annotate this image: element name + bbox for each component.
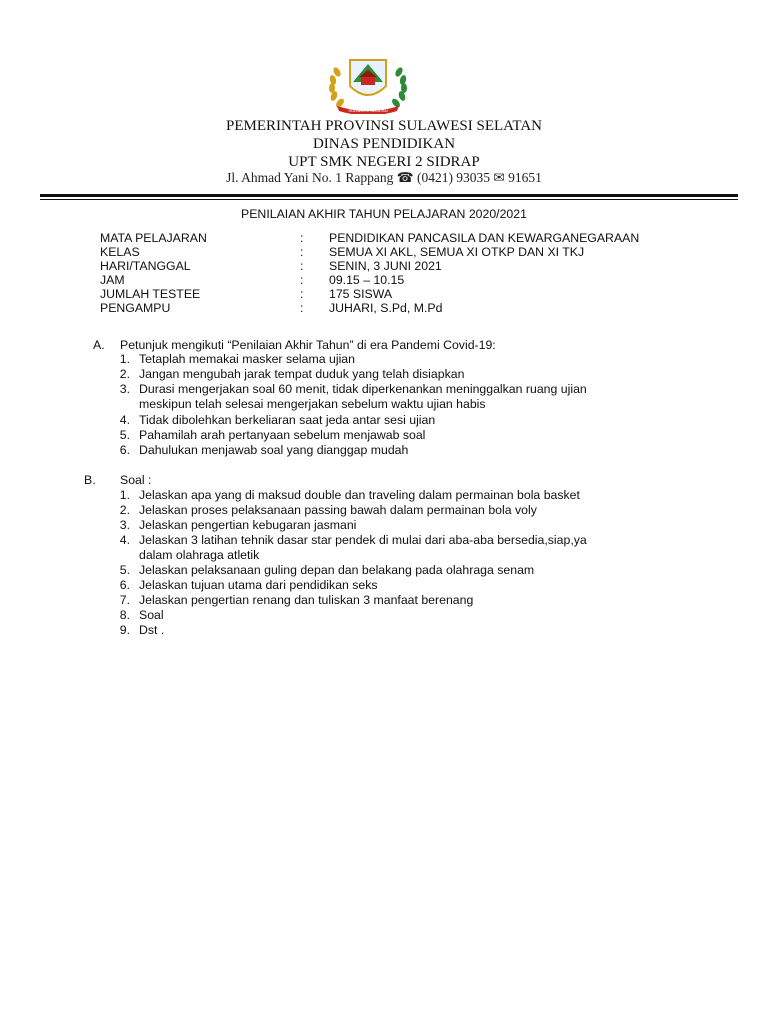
list-number: 3. xyxy=(119,382,130,396)
info-colon: : xyxy=(300,231,304,245)
question-item: Soal xyxy=(139,608,164,622)
question-item: Dst . xyxy=(139,623,165,637)
list-number: 4. xyxy=(119,533,130,547)
info-value: PENDIDIKAN PANCASILA DAN KEWARGANEGARAAN xyxy=(329,231,640,245)
question-item: Jelaskan 3 latihan tehnik dasar star pendek di mulai dari aba-aba bersedia,siap,ya xyxy=(139,533,587,547)
list-number: 3. xyxy=(119,518,130,532)
info-label: PENGAMPU xyxy=(100,301,171,315)
section-b-heading: Soal : xyxy=(120,473,152,487)
letterhead-government: PEMERINTAH PROVINSI SULAWESI SELATAN xyxy=(226,118,542,134)
list-number: 6. xyxy=(119,578,130,592)
info-label: HARI/TANGGAL xyxy=(100,259,191,273)
list-number: 2. xyxy=(119,367,130,381)
question-item: Jelaskan proses pelaksanaan passing bawah dalam permainan bola voly xyxy=(139,503,537,517)
question-item: Jelaskan tujuan utama dari pendidikan seks xyxy=(139,578,378,592)
list-item-continuation: meskipun telah selesai mengerjakan sebelum waktu ujian habis xyxy=(139,397,486,411)
province-emblem-logo xyxy=(323,52,413,114)
info-label: MATA PELAJARAN xyxy=(100,231,207,245)
info-colon: : xyxy=(300,301,304,315)
info-label: JUMLAH TESTEE xyxy=(100,287,201,301)
question-item-continuation: dalam olahraga atletik xyxy=(139,548,260,562)
ribbon-text: SULAWESI SELATAN xyxy=(348,108,388,113)
list-number: 4. xyxy=(119,413,130,427)
list-item: Durasi mengerjakan soal 60 menit, tidak diperkenankan meninggalkan ruang ujian xyxy=(139,382,587,396)
info-value: JUHARI, S.Pd, M.Pd xyxy=(329,301,443,315)
section-a-letter: A. xyxy=(93,338,105,352)
letterhead-school: UPT SMK NEGERI 2 SIDRAP xyxy=(288,154,480,170)
section-a-heading: Petunjuk mengikuti “Penilaian Akhir Tahun” di era Pandemi Covid-19: xyxy=(120,338,496,352)
question-item: Jelaskan pelaksanaan guling depan dan belakang pada olahraga senam xyxy=(139,563,535,577)
letterhead-agency: DINAS PENDIDIKAN xyxy=(312,136,456,152)
header-divider-thin xyxy=(40,199,738,200)
right-cotton-wreath xyxy=(390,66,407,109)
list-item: Jangan mengubah jarak tempat duduk yang telah disiapkan xyxy=(139,367,465,381)
question-item: Jelaskan pengertian renang dan tuliskan 3 manfaat berenang xyxy=(139,593,474,607)
list-number: 1. xyxy=(119,352,130,366)
info-value: 09.15 – 10.15 xyxy=(329,273,405,287)
letterhead-address: Jl. Ahmad Yani No. 1 Rappang ☎ (0421) 93035 ✉ 91651 xyxy=(226,170,542,185)
list-number: 7. xyxy=(119,593,130,607)
info-label: JAM xyxy=(100,273,125,287)
list-number: 5. xyxy=(119,428,130,442)
info-colon: : xyxy=(300,273,304,287)
list-number: 6. xyxy=(119,443,130,457)
info-value: SENIN, 3 JUNI 2021 xyxy=(329,259,442,273)
info-value: SEMUA XI AKL, SEMUA XI OTKP DAN XI TKJ xyxy=(329,245,585,259)
list-number: 2. xyxy=(119,503,130,517)
list-item: Tetaplah memakai masker selama ujian xyxy=(139,352,355,366)
info-colon: : xyxy=(300,245,304,259)
info-colon: : xyxy=(300,259,304,273)
question-item: Jelaskan pengertian kebugaran jasmani xyxy=(139,518,357,532)
list-item: Pahamilah arah pertanyaan sebelum menjawab soal xyxy=(139,428,426,442)
list-number: 8. xyxy=(119,608,130,622)
question-item: Jelaskan apa yang di maksud double dan traveling dalam permainan bola basket xyxy=(139,488,580,502)
list-item: Tidak dibolehkan berkeliaran saat jeda antar sesi ujian xyxy=(139,413,436,427)
list-number: 5. xyxy=(119,563,130,577)
exam-title: PENILAIAN AKHIR TAHUN PELAJARAN 2020/2021 xyxy=(241,207,527,221)
house xyxy=(361,76,375,85)
info-colon: : xyxy=(300,287,304,301)
list-number: 1. xyxy=(119,488,130,502)
left-rice-wreath xyxy=(329,66,346,109)
list-item: Dahulukan menjawab soal yang dianggap mudah xyxy=(139,443,409,457)
list-number: 9. xyxy=(119,623,130,637)
header-divider-thick xyxy=(40,194,738,197)
info-label: KELAS xyxy=(100,245,140,259)
info-value: 175 SISWA xyxy=(329,287,393,301)
section-b-letter: B. xyxy=(84,473,96,487)
